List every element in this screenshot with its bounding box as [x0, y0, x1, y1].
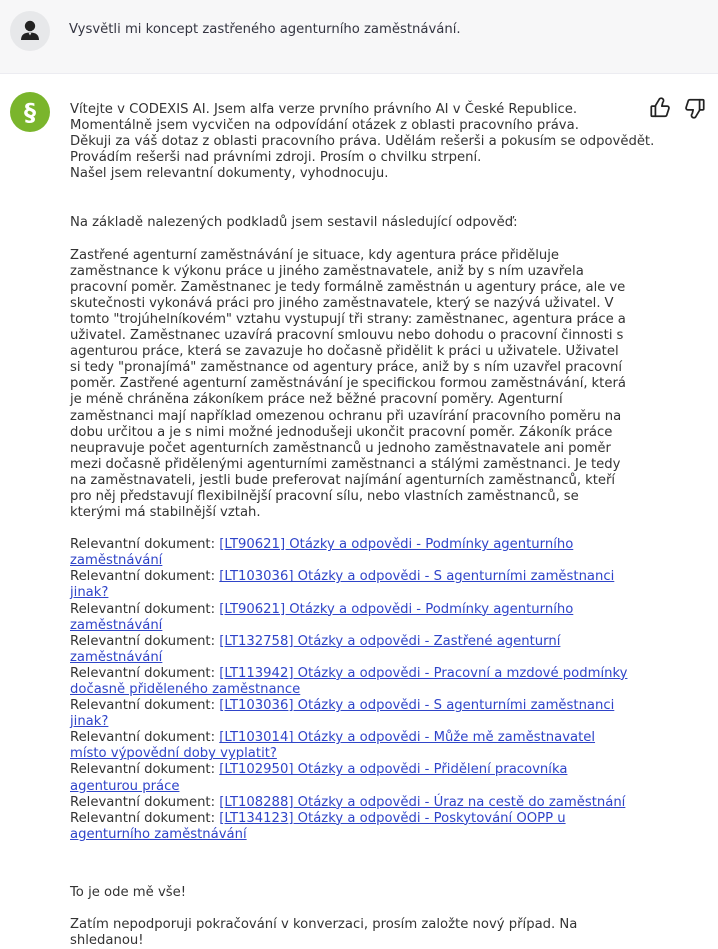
closing-text: To je ode mě vše!: [70, 884, 187, 900]
thumbs-down-button[interactable]: [684, 97, 706, 119]
answer-intro: Na základě nalezených podkladů jsem sestavil následující odpověď:: [70, 215, 518, 231]
user-message-row: [0, 0, 718, 74]
document-link[interactable]: [LT90621] Otázky a odpovědi - Podmínky agenturního zaměstnávání: [70, 537, 574, 569]
doc-label: Relevantní dokument:: [70, 537, 216, 553]
document-link[interactable]: [LT103036] Otázky a odpovědi - S agenturními zaměstnanci jinak?: [70, 569, 615, 601]
doc-label: Relevantní dokument:: [70, 794, 216, 810]
relevant-document-item: [70, 634, 630, 666]
document-link[interactable]: [LT134123] Otázky a odpovědi - Poskytování OOPP u agenturního zaměstnávání: [70, 810, 566, 842]
document-link[interactable]: [LT90621] Otázky a odpovědi - Podmínky agenturního zaměstnávání: [70, 601, 574, 633]
document-link[interactable]: [LT113942] Otázky a odpovědi - Pracovní a mzdové podmínky dočasně přiděleného zaměstnance: [70, 665, 628, 697]
document-link[interactable]: [LT103036] Otázky a odpovědi - S agenturními zaměstnanci jinak?: [70, 698, 615, 730]
doc-label: Relevantní dokument:: [70, 569, 216, 585]
intro-line: Vítejte v CODEXIS AI. Jsem alfa verze prvního právního AI v České Republice.: [70, 102, 578, 117]
relevant-document-item: [70, 730, 630, 762]
doc-label: Relevantní dokument:: [70, 810, 216, 826]
relevant-document-item: [70, 795, 630, 811]
doc-label: Relevantní dokument:: [70, 601, 216, 617]
thumbs-up-button[interactable]: [649, 97, 671, 119]
user-message-text: Vysvětli mi koncept zastřeného agenturního zaměstnávání.: [69, 22, 461, 37]
intro-line: Momentálně jsem vycvičen na odpovídání otázek z oblasti pracovního práva.: [70, 118, 579, 134]
thumbs-up-icon: [649, 97, 671, 119]
document-link[interactable]: [LT108288] Otázky a odpovědi - Úraz na cestě do zaměstnání: [219, 794, 626, 810]
relevant-document-item: [70, 762, 630, 794]
assistant-intro: [70, 102, 655, 182]
document-link[interactable]: [LT103014] Otázky a odpovědi - Může mě zaměstnavatel místo výpovědní doby vyplatit?: [70, 730, 596, 762]
relevant-documents-list: [70, 537, 630, 843]
svg-text:§: §: [24, 98, 36, 127]
relevant-document-item: [70, 569, 630, 601]
intro-line: Děkuji za váš dotaz z oblasti pracovního práva. Udělám rešerši a pokusím se odpovědět.: [70, 134, 655, 150]
intro-line: Našel jsem relevantní dokumenty, vyhodnocuju.: [70, 166, 389, 182]
document-link[interactable]: [LT102950] Otázky a odpovědi - Přidělení pracovníka agenturou práce: [70, 762, 568, 794]
thumbs-down-icon: [684, 97, 706, 119]
relevant-document-item: [70, 811, 630, 843]
doc-label: Relevantní dokument:: [70, 633, 216, 649]
answer-text: Zastřené agenturní zaměstnávání je situace, kdy agentura práce přiděluje zaměstnance k výkonu práce u jiného zaměstnavatele, aniž by s ním uzavřela pracovní poměr. Zaměstnanec je tedy formálně zaměstnán u agentury práce, ale ve skutečnosti vykonává práci pro jiného zaměstnavatele, který se nazývá uživatel. V tomto "trojúhelníkovém" vztahu vystupují tři strany: zaměstnanec, agentura práce a uživatel. Zaměstnanec uzavírá pracovní smlouvu nebo dohodu o pracovní činnosti s agenturou práce, která se zavazuje ho dočasně přidělit k práci u uživatele. Uživatel si tedy "pronajímá" zaměstnance od agentury práce, aniž by s ním uzavřel pracovní poměr. Zastřené agenturní zaměstnávání je specifickou formou zaměstnávání, která je méně chráněna zákoníkem práce než běžné pracovní poměry. Agenturní zaměstnanci mají například omezenou ochranu při uzavírání pracovního poměru na dobu určitou a je s nimi možné jednodušeji ukončit pracovní poměr. Zákoník práce neupravuje počet agenturních zaměstnanců u jednoho zaměstnavatele ani poměr mezi dočasně přidělenými agenturními zaměstnanci a stálými zaměstnanci. Je tedy na zaměstnavateli, jestli bude preferovat najímání agenturních zaměstnanců, kteří pro něj představují flexibilnější pracovní sílu, nebo vlastních zaměstnanců, se kterými má stabilnější vztah.: [70, 247, 626, 521]
assistant-avatar: [10, 92, 50, 132]
relevant-document-item: [70, 666, 630, 698]
assistant-message: [70, 102, 655, 949]
doc-label: Relevantní dokument:: [70, 730, 216, 746]
doc-label: Relevantní dokument:: [70, 762, 216, 778]
intro-line: Provádím rešerši nad právními zdroji. Prosím o chvilku strpení.: [70, 150, 482, 166]
document-link[interactable]: [LT132758] Otázky a odpovědi - Zastřené agenturní zaměstnávání: [70, 633, 561, 665]
relevant-document-item: [70, 698, 630, 730]
relevant-document-item: [70, 602, 630, 634]
final-note: Zatím nepodporuji pokračování v konverzaci, prosím založte nový případ. Na shledanou!: [70, 917, 578, 949]
paragraph-section-icon: [10, 92, 50, 132]
user-avatar: [10, 11, 50, 51]
doc-label: Relevantní dokument:: [70, 698, 216, 714]
relevant-document-item: [70, 537, 630, 569]
user-icon: [10, 11, 50, 51]
doc-label: Relevantní dokument:: [70, 665, 216, 681]
